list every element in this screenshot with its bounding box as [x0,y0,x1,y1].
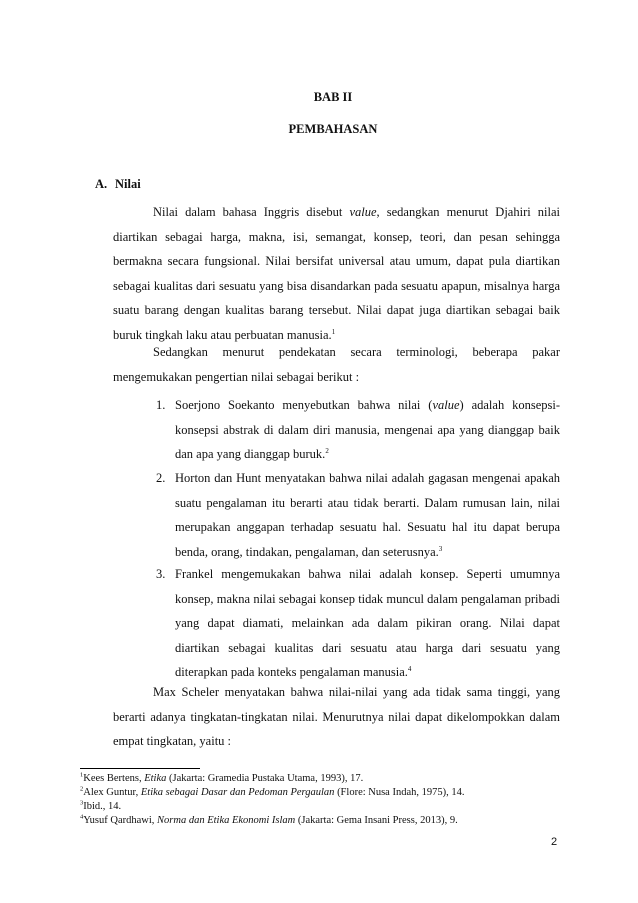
paragraph-text: Nilai dalam bahasa Inggris disebut [153,205,350,219]
paragraph-terminology: Sedangkan menurut pendekatan secara terminologi, beberapa pakar mengemukakan pengertian nilai sebagai berikut : [113,345,560,384]
list-marker: 3. [156,567,166,581]
chapter-subtitle: PEMBAHASAN [288,122,378,136]
footnote-number: 3 [80,799,84,807]
footnote: $^4$Yusuf Qardhawi, Norma dan Etika Ekonomi Islam (Jakarta: Gema Insani Press, 2013), 9. [80,813,458,826]
list-marker: 1. [156,398,166,412]
section-title: Nilai [115,177,141,191]
footnote: $^3$Ibid., 14. [80,799,122,812]
paragraph-text: , sedangkan menurut Djahiri nilai diartikan sebagai harga, makna, isi, semangat, konsep, teori, dan pesan sehingga bermakna secara fungsional. Nilai bersifat universal atau umum, dapat pula diartikan sebagai kualitas dari sesuatu yang bisa disandarkan pada sesuatu apapun, misalnya harga suatu barang dengan kualitas barang tersebut. Nilai dapat juga diartikan sebagai baik buruk tingkah laku atau perbuatan manusia. [113,205,560,342]
list-text: Frankel mengemukakan bahwa nilai adalah konsep. Seperti umumnya konsep, makna nilai sebagai konsep tidak muncul dalam pengalaman pribadi yang dapat diamati, melainkan ada dalam pikiran orang. Nilai dapat diartikan sebagai kualitas dari sesuatu atau harga dari sesuatu yang diterapkan pada konteks pengalaman manusia.$^4$ [175,567,560,679]
footnote-ref: 1 [331,327,336,336]
footnote-number: 1 [80,771,84,779]
footnote-ref: 3 [438,544,443,553]
list-marker: 2. [156,471,166,485]
chapter-title: BAB II [313,90,353,104]
footnote-separator [80,768,200,769]
paragraph-scheler: Max Scheler menyatakan bahwa nilai-nilai yang ada tidak sama tinggi, yang berarti adanya tingkatan-tingkatan nilai. Menurutnya nilai dapat dikelompokkan dalam empat tingkatan, yaitu : [113,685,560,748]
section-number: A. [95,177,108,191]
footnote-ref: 2 [325,446,329,455]
footnote: $^2$Alex Guntur, Etika sebagai Dasar dan Pedoman Pergaulan (Flore: Nusa Indah, 1975), 14. [80,785,465,798]
section-heading [95,177,141,192]
footnote-number: 4 [80,813,84,821]
footnote: $^1$Kees Bertens, Etika (Jakarta: Gramedia Pustaka Utama, 1993), 17. [80,771,364,784]
list-text: Soerjono Soekanto menyebutkan bahwa nilai (value) adalah konsepsi-konsepsi abstrak di dalam diri manusia, mengenai apa yang dianggap baik dan apa yang dianggap buruk.$^2$ [175,398,561,461]
list-text: Horton dan Hunt menyatakan bahwa nilai adalah gagasan mengenai apakah suatu pengalaman itu berarti atau tidak berarti. Dalam rumusan lain, nilai merupakan anggapan terhadap sesuatu hal. Sesuatu hal itu dapat berupa benda, orang, tindakan, pengalaman, dan seterusnya.$^3$ [175,471,560,559]
paragraph-definition [113,200,560,347]
page-number: 2 [551,836,558,848]
emphasis-term: value [349,205,377,219]
footnote-number: 2 [80,785,84,793]
footnote-ref: 4 [407,664,412,673]
